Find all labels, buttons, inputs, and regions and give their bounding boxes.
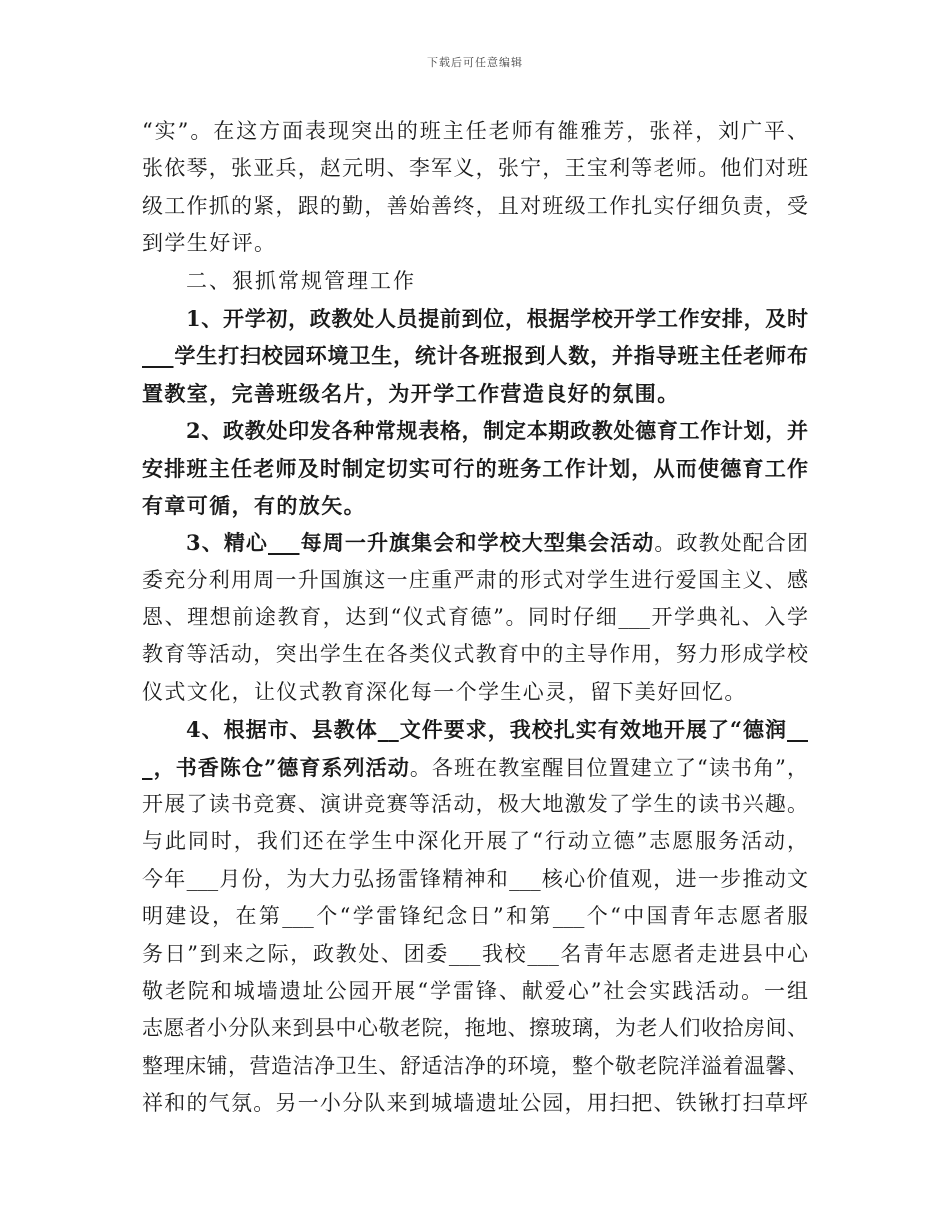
text-line: 整理床铺，营造洁净卫生、舒适洁净的环境，整个敬老院洋溢着温馨、 — [142, 1053, 808, 1078]
text-line: 仪式文化，让仪式教育深化每一个学生心灵，留下美好回忆。 — [142, 679, 747, 704]
text-line: 今年___月份，为大力弘扬雷锋精神和___核心价值观，进一步推动文 — [142, 866, 808, 891]
text-line: 张依琴，张亚兵，赵元明、李军义，张宁，王宝利等老师。他们对班 — [142, 156, 808, 181]
text-line: 志愿者小分队来到县中心敬老院，拖地、擦玻璃，为老人们收拾房间、 — [142, 1016, 808, 1041]
normal-tail: 。各班在教室醒目位置建立了“读书角”， — [409, 755, 808, 780]
text-line: 祥和的气氛。另一小分队来到城墙遗址公园，用扫把、铁锹打扫草坪 — [142, 1091, 808, 1116]
bold-lead: 3、精心___每周一升旗集会和学校大型集会活动 — [186, 530, 655, 556]
text-line: 与此同时，我们还在学生中深化开展了“行动立德”志愿服务活动， — [142, 829, 808, 854]
text-line: 明建设，在第___个“学雷锋纪念日”和第___个“中国青年志愿者服 — [142, 904, 808, 929]
bold-lead: _，书香陈仓”德育系列活动 — [142, 754, 410, 780]
text-line-bold: 4、根据市、县教体__文件要求，我校扎实有效地开展了“德润__ — [186, 717, 808, 743]
normal-tail: 。政教处配合团 — [654, 531, 808, 556]
page-header: 下载后可任意编辑 — [427, 56, 523, 69]
text-line: 敬老院和城墙遗址公园开展“学雷锋、献爱心”社会实践活动。一组 — [142, 978, 808, 1003]
text-line-mixed — [142, 749, 808, 786]
text-line-bold: 1、开学初，政教处人员提前到位，根据学校开学工作安排，及时 — [186, 305, 808, 331]
text-line: 级工作抓的紧，跟的勤，善始善终，且对班级工作扎实仔细负责，受 — [142, 193, 808, 218]
document-body — [142, 113, 808, 1123]
text-line: 到学生好评。 — [142, 231, 277, 256]
text-line-bold: 置教室，完善班级名片，为开学工作营造良好的氛围。 — [142, 380, 680, 406]
text-line: 委充分利用周一升国旗这一庄重严肃的形式对学生进行爱国主义、感 — [142, 567, 808, 592]
text-line-mixed — [142, 524, 808, 561]
section-heading: 二、狠抓常规管理工作 — [186, 268, 416, 293]
text-line: 务日”到来之际，政教处、团委___我校___名青年志愿者走进县中心 — [142, 941, 808, 966]
text-line: “实”。在这方面表现突出的班主任老师有雒雅芳，张祥，刘广平、 — [142, 119, 808, 143]
text-line-bold: 2、政教处印发各种常规表格，制定本期政教处德育工作计划，并 — [186, 418, 808, 444]
text-line-bold: ___学生打扫校园环境卫生，统计各班报到人数，并指导班主任老师布 — [142, 343, 808, 369]
text-line: 开展了读书竞赛、演讲竞赛等活动，极大地激发了学生的读书兴趣。 — [142, 792, 808, 817]
text-line: 恩、理想前途教育，达到“仪式育德”。同时仔细___开学典礼、入学 — [142, 605, 808, 630]
text-line: 教育等活动，突出学生在各类仪式教育中的主导作用，努力形成学校 — [142, 642, 808, 667]
text-line-bold: 有章可循，有的放矢。 — [142, 492, 366, 518]
text-line-bold: 安排班主任老师及时制定切实可行的班务工作计划，从而使德育工作 — [142, 455, 808, 481]
